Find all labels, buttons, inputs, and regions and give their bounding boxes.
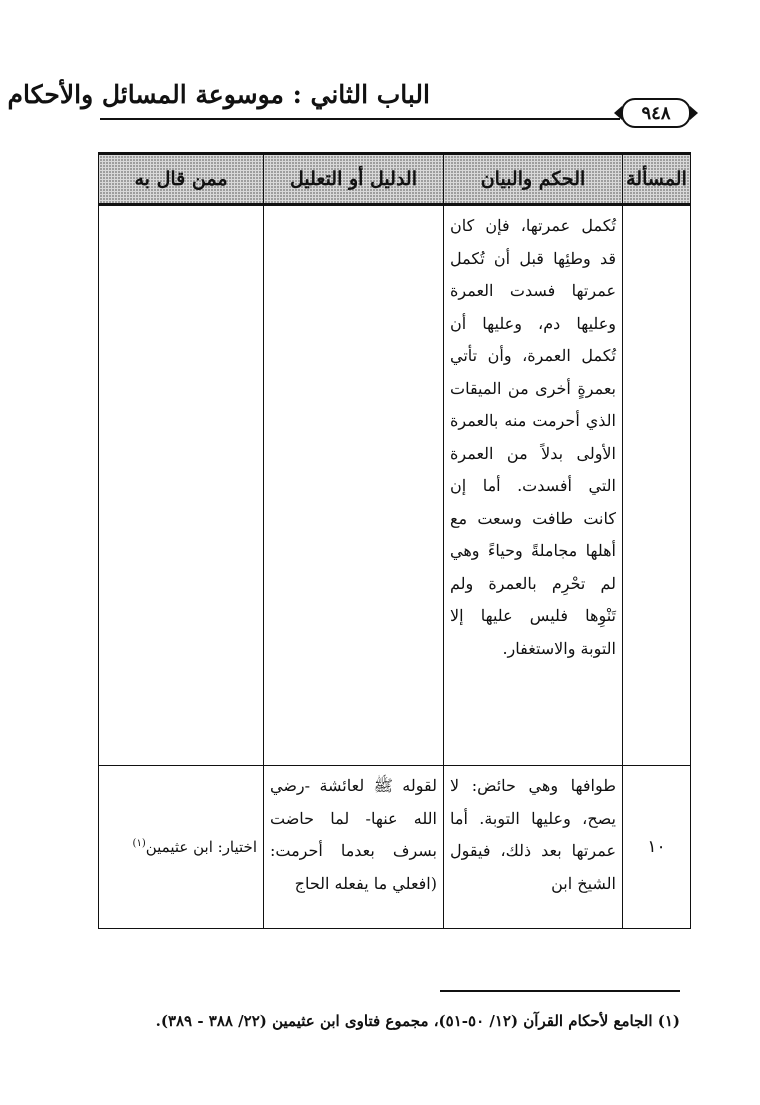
table-row	[99, 766, 691, 929]
footnote-ref[interactable]: (١)	[132, 838, 146, 849]
badge-left-arrow-icon	[614, 106, 622, 120]
page-number: ٩٤٨	[641, 102, 671, 124]
evidence-cell	[264, 205, 444, 766]
attribution-text: اختيار: ابن عثيمين	[145, 838, 257, 856]
row-number: ١٠	[623, 766, 691, 929]
row-number	[623, 205, 691, 766]
evidence-cell: لقوله ﷺ لعائشة -رضي الله عنها- لما حاضت بسرف بعدما أحرمت: (افعلي ما يفعله الحاج	[264, 766, 444, 929]
ruling-cell: طوافها وهي حائض: لا يصح، وعليها التوبة. أما عمرتها بعد ذلك، فيقول الشيخ ابن	[444, 766, 623, 929]
footnote-rule	[440, 990, 680, 992]
header-title: الباب الثاني : موسوعة المسائل والأحكام	[7, 80, 430, 109]
rulings-table	[98, 152, 691, 929]
column-header-evidence: الدليل أو التعليل	[264, 154, 444, 205]
ruling-cell: تُكمل عمرتها، فإن كان قد وطئِها قبل أن تُكمل عمرتها فسدت العمرة وعليها دم، وعليها أن تُكمل العمرة، وأن تأتي بعمرةٍ أخرى من الميقات الذي أحرمت منه بالعمرة الأولى بدلاً من العمرة التي أفسدت. أما إن كانت طافت وسعت مع أهلها مجاملةً وحياءً وهي لم تحْرِم بالعمرة ولم تَنْوِها فليس عليها إلا التوبة والاستغفار.	[444, 205, 623, 766]
badge-right-arrow-icon	[690, 106, 698, 120]
table-row	[99, 205, 691, 766]
header-rule	[100, 118, 620, 120]
attribution-cell	[99, 205, 264, 766]
column-header-attribution: ممن قال به	[99, 154, 264, 205]
attribution-cell	[99, 766, 264, 929]
page-number-badge	[621, 98, 691, 128]
column-header-issue: المسألة	[623, 154, 691, 205]
footnote: (١) الجامع لأحكام القرآن (١٢/ ٥٠-٥١)، مجموع فتاوى ابن عثيمين (٢٢/ ٣٨٨ - ٣٨٩).	[155, 1012, 680, 1030]
table-header-row	[99, 154, 691, 205]
column-header-ruling: الحكم والبيان	[444, 154, 623, 205]
